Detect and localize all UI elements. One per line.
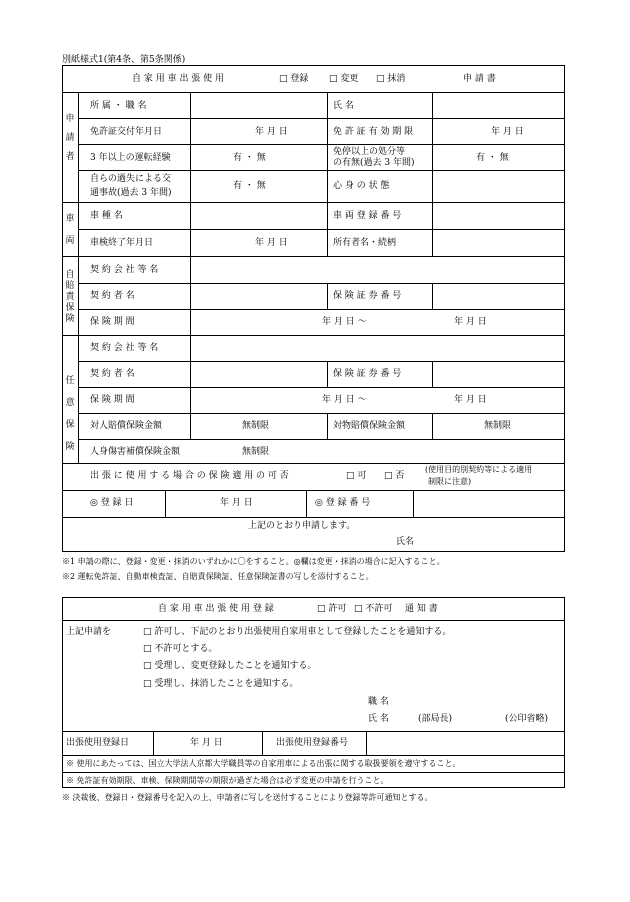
owner-label: 所有者名・続柄 <box>333 238 397 248</box>
note-2: ※2 運転免許証、自動車検査証、自賠責保険証、任意保険証書の写しを添付すること。 <box>62 572 374 581</box>
nini-company-field[interactable] <box>191 336 564 360</box>
nini-contractor-field[interactable] <box>191 362 326 386</box>
nini-company-label: 契 約 会 社 等 名 <box>90 343 159 353</box>
jibai-policy-label: 保 険 証 券 番 号 <box>333 291 402 301</box>
driving-experience-field[interactable]: 有 ・ 無 <box>233 153 266 163</box>
jibai-period-from[interactable]: 年 月 日 〜 <box>322 317 367 327</box>
registration-date-field[interactable]: 年 月 日 <box>220 498 253 508</box>
footer-note: ※ 決裁後、登録日・登録番号を記入の上、申請者に写しを送付することにより登録等許可通知とする。 <box>62 793 433 802</box>
nini-period-to[interactable]: 年 月 日 <box>454 395 487 405</box>
application-title: 自 家 用 車 出 張 使 用 <box>132 74 225 84</box>
car-registration-label: 車 両 登 録 番 号 <box>333 211 402 221</box>
registration-number-label: ◎ 登 録 番 号 <box>315 498 371 508</box>
nini-period-label: 保 険 期 間 <box>90 395 135 405</box>
bodily-injury-value[interactable]: 無制限 <box>242 421 270 431</box>
registration-number-field[interactable] <box>414 491 564 516</box>
note-1: ※1 申請の際に、登録・変更・抹消のいずれかに〇をすること。◎欄は変更・抹消の場合に記入すること。 <box>62 557 445 566</box>
seal-omitted-label: (公印省略) <box>505 714 549 724</box>
notice-option-cancel[interactable]: □ 受理し、抹消したことを通知する。 <box>143 679 299 689</box>
property-damage-value[interactable]: 無制限 <box>484 421 512 431</box>
notice-registration-number-field[interactable] <box>367 732 564 754</box>
applicability-note-1: (使用目的別契約等による適用 <box>425 465 533 474</box>
notice-title-label: 職 名 <box>368 697 389 707</box>
notice-registration-date-field[interactable]: 年 月 日 <box>190 738 223 748</box>
suspension-field[interactable]: 有 ・ 無 <box>476 153 509 163</box>
personal-injury-label: 人身傷害補償保険金額 <box>90 447 181 457</box>
car-registration-field[interactable] <box>433 203 564 228</box>
property-damage-label: 対物賠償保険金額 <box>333 421 406 431</box>
accident-field[interactable]: 有 ・ 無 <box>233 181 266 191</box>
notice-note-b: ※ 免許証有効期限、車検、保険期間等の期限が過ぎた場合は必ず変更の申請を行うこと。 <box>66 776 389 785</box>
notice-registration-date-label: 出張使用登録日 <box>66 738 130 748</box>
jibai-contractor-label: 契 約 者 名 <box>90 291 135 301</box>
jibai-company-label: 契 約 会 社 等 名 <box>90 265 159 275</box>
jibai-period-label: 保 険 期 間 <box>90 317 135 327</box>
applicability-yes-checkbox[interactable]: □ 可 <box>346 471 367 481</box>
application-title-suffix: 申 請 書 <box>463 74 496 84</box>
section-applicant-label: 申 請 者 <box>65 114 75 162</box>
jibai-period-to[interactable]: 年 月 日 <box>454 317 487 327</box>
jibai-company-field[interactable] <box>191 257 564 282</box>
notice-option-deny[interactable]: □ 不許可とする。 <box>143 644 218 654</box>
notice-lead: 上記申請を <box>66 627 112 637</box>
inspection-date-field[interactable]: 年 月 日 <box>255 238 288 248</box>
suspension-label-1: 免停以上の処分等 <box>333 147 406 157</box>
nini-policy-field[interactable] <box>433 362 564 386</box>
driving-experience-label: 3 年以上の運転経験 <box>90 153 171 163</box>
nini-period-from[interactable]: 年 月 日 〜 <box>322 395 367 405</box>
applicability-no-checkbox[interactable]: □ 否 <box>384 471 405 481</box>
inspection-date-label: 車検終了年月日 <box>90 238 154 248</box>
car-type-field[interactable] <box>191 203 326 228</box>
accident-label-2: 通事故(過去 3 年間) <box>90 188 172 198</box>
license-issue-date-label: 免許証交付年月日 <box>90 127 163 137</box>
dept-head-label: (部局長) <box>418 714 453 724</box>
nini-contractor-label: 契 約 者 名 <box>90 369 135 379</box>
applicability-note-2: 制限に注意) <box>428 477 472 486</box>
registration-date-label: ◎ 登 録 日 <box>90 498 134 508</box>
license-issue-date-field[interactable]: 年 月 日 <box>255 127 288 137</box>
insurance-applicability-label: 出 張 に 使 用 す る 場 合 の 保 険 適 用 の 可 否 <box>90 471 289 481</box>
license-expiry-field[interactable]: 年 月 日 <box>491 127 524 137</box>
application-statement: 上記のとおり申請します。 <box>248 521 356 531</box>
owner-field[interactable] <box>433 230 564 255</box>
nini-policy-label: 保 険 証 券 番 号 <box>333 369 402 379</box>
health-field[interactable] <box>433 171 564 201</box>
deny-checkbox[interactable]: □ 不許可 <box>354 604 393 614</box>
applicant-signature-label: 氏名 <box>396 537 415 547</box>
notice-option-permit[interactable]: □ 許可し、下記のとおり出張使用自家用車として登録したことを通知する。 <box>143 627 452 637</box>
notice-title: 自 家 用 車 出 張 使 用 登 録 <box>158 604 274 614</box>
name-label: 氏 名 <box>333 101 354 111</box>
change-checkbox[interactable]: □ 変更 <box>329 74 359 84</box>
permit-checkbox[interactable]: □ 許可 <box>317 604 347 614</box>
notice-registration-number-label: 出張使用登録番号 <box>276 738 349 748</box>
section-nini-label: 任 意 保 険 <box>65 376 75 452</box>
car-type-label: 車 種 名 <box>90 211 123 221</box>
jibai-contractor-field[interactable] <box>191 284 326 308</box>
affiliation-label: 所 属 ・ 職 名 <box>90 101 147 111</box>
license-expiry-label: 免 許 証 有 効 期 限 <box>333 127 414 137</box>
notice-option-change[interactable]: □ 受理し、変更登録したことを通知する。 <box>143 661 317 671</box>
affiliation-field[interactable] <box>191 93 326 117</box>
name-field[interactable] <box>433 93 564 117</box>
accident-label-1: 自らの過失による交 <box>90 174 172 184</box>
notice-title-suffix: 通 知 書 <box>405 604 438 614</box>
section-vehicle-label: 車 両 <box>65 214 75 246</box>
form-number-note: 別紙様式1(第4条、第5条関係) <box>62 55 186 65</box>
section-jibai-label: 自 賠 責 保 険 <box>65 270 75 324</box>
suspension-label-2: の有無(過去 3 年間) <box>333 158 415 168</box>
notice-note-a: ※ 使用にあたっては、国立大学法人京都大学職員等の自家用車による出張に関する取扱要領を遵守すること。 <box>66 759 461 768</box>
notice-name-label: 氏 名 <box>368 714 389 724</box>
health-label: 心 身 の 状 態 <box>333 181 390 191</box>
bodily-injury-label: 対人賠償保険金額 <box>90 421 163 431</box>
cancel-checkbox[interactable]: □ 抹消 <box>376 74 406 84</box>
register-checkbox[interactable]: □ 登録 <box>279 74 309 84</box>
personal-injury-value[interactable]: 無制限 <box>242 447 270 457</box>
jibai-policy-field[interactable] <box>433 284 564 308</box>
